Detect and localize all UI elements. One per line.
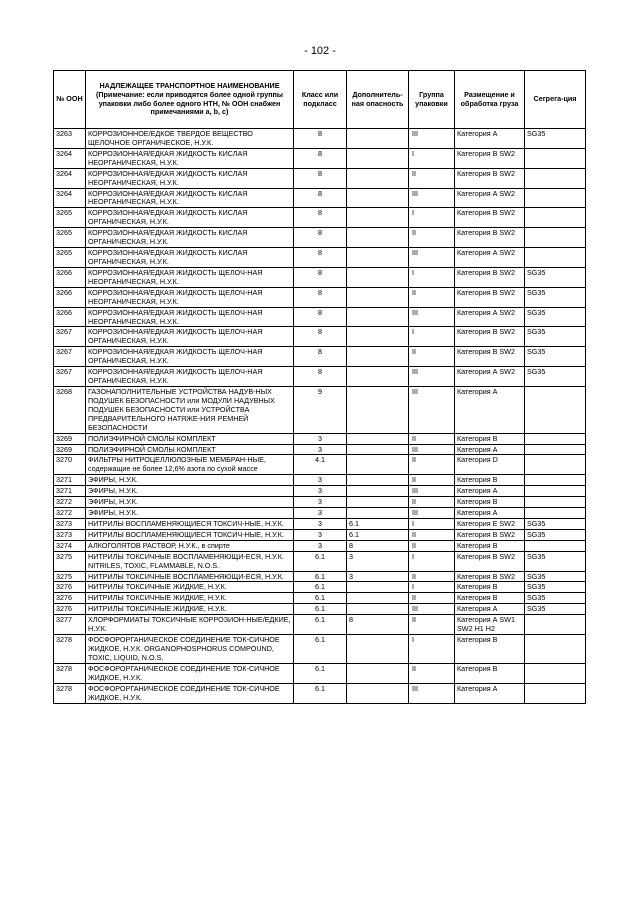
cell-packing-group: III: [409, 508, 455, 519]
cell-subsidiary-risk: 8: [347, 615, 409, 635]
table-row: [54, 129, 586, 149]
cell-subsidiary-risk: 6.1: [347, 518, 409, 529]
cell-segregation: [525, 615, 586, 635]
cell-segregation: [525, 433, 586, 444]
cell-segregation: SG35: [525, 287, 586, 307]
cell-packing-group: III: [409, 683, 455, 703]
cell-stowage: Категория В SW2: [455, 228, 525, 248]
cell-stowage: Категория А SW2: [455, 367, 525, 387]
table-row: [54, 615, 586, 635]
cell-segregation: SG35: [525, 267, 586, 287]
table-row: [54, 518, 586, 529]
cell-shipping-name: КОРРОЗИОННАЯ/ЕДКАЯ ЖИДКОСТЬ ЩЕЛОЧ-НАЯ НЕОРГАНИЧЕСКАЯ, Н.У.К.: [86, 307, 294, 327]
table-row: [54, 307, 586, 327]
cell-packing-group: II: [409, 571, 455, 582]
cell-un-number: 3265: [54, 248, 86, 268]
cell-class: 8: [294, 267, 347, 287]
cell-class: 8: [294, 347, 347, 367]
page-number: - 102 -: [304, 45, 336, 57]
cell-subsidiary-risk: [347, 367, 409, 387]
cell-subsidiary-risk: 6.1: [347, 529, 409, 540]
cell-subsidiary-risk: [347, 497, 409, 508]
table-row: [54, 347, 586, 367]
cell-shipping-name: ФОСФОРОРГАНИЧЕСКОЕ СОЕДИНЕНИЕ ТОК-СИЧНОЕ ЖИДКОЕ, Н.У.К.: [86, 663, 294, 683]
cell-segregation: [525, 540, 586, 551]
cell-stowage: Категория В SW2: [455, 287, 525, 307]
cell-shipping-name: КОРРОЗИОННАЯ/ЕДКАЯ ЖИДКОСТЬ КИСЛАЯ НЕОРГАНИЧЕСКАЯ, Н.У.К.: [86, 168, 294, 188]
cell-segregation: SG35: [525, 551, 586, 571]
cell-packing-group: III: [409, 248, 455, 268]
table-row: [54, 604, 586, 615]
cell-segregation: [525, 228, 586, 248]
cell-un-number: 3278: [54, 635, 86, 664]
cell-segregation: [525, 386, 586, 433]
cell-packing-group: I: [409, 148, 455, 168]
cell-shipping-name: НИТРИЛЫ ВОСПЛАМЕНЯЮЩИЕСЯ ТОКСИЧ-НЫЕ, Н.У.К.: [86, 529, 294, 540]
cell-subsidiary-risk: [347, 475, 409, 486]
cell-stowage: Категория В: [455, 475, 525, 486]
cell-packing-group: III: [409, 486, 455, 497]
cell-class: 3: [294, 475, 347, 486]
table-row: [54, 228, 586, 248]
cell-shipping-name: КОРРОЗИОННАЯ/ЕДКАЯ ЖИДКОСТЬ ЩЕЛОЧ-НАЯ НЕОРГАНИЧЕСКАЯ, Н.У.К.: [86, 287, 294, 307]
table-body: [54, 129, 586, 704]
cell-segregation: SG35: [525, 604, 586, 615]
cell-stowage: Категория В SW2: [455, 168, 525, 188]
cell-subsidiary-risk: [347, 582, 409, 593]
cell-un-number: 3271: [54, 475, 86, 486]
header-shipping-name-note: (Примечание: если приводятся более одной группы упаковки либо более одного НТН, № ООН снабжен примечаниями a, b, c): [95, 89, 284, 117]
cell-class: 8: [294, 129, 347, 149]
cell-stowage: Категория А SW2: [455, 188, 525, 208]
cell-packing-group: I: [409, 208, 455, 228]
cell-stowage: Категория В: [455, 433, 525, 444]
table-row: [54, 433, 586, 444]
cell-subsidiary-risk: [347, 228, 409, 248]
cell-class: 3: [294, 444, 347, 455]
cell-segregation: SG35: [525, 518, 586, 529]
cell-stowage: Категория Е SW2: [455, 518, 525, 529]
cell-segregation: SG35: [525, 129, 586, 149]
cell-shipping-name: АЛКОГОЛЯТОВ РАСТВОР, Н.У.К., в спирте: [86, 540, 294, 551]
cell-class: 3: [294, 518, 347, 529]
header-stowage: Размещение и обработка груза: [455, 71, 525, 129]
cell-segregation: [525, 148, 586, 168]
cell-segregation: SG35: [525, 593, 586, 604]
header-un-number: № ООН: [54, 71, 86, 129]
cell-shipping-name: КОРРОЗИОННАЯ/ЕДКАЯ ЖИДКОСТЬ КИСЛАЯ ОРГАНИЧЕСКАЯ, Н.У.К.: [86, 208, 294, 228]
cell-subsidiary-risk: [347, 287, 409, 307]
table-row: [54, 208, 586, 228]
cell-shipping-name: ФОСФОРОРГАНИЧЕСКОЕ СОЕДИНЕНИЕ ТОК-СИЧНОЕ ЖИДКОЕ, Н.У.К. ORGANOPHOSPHORUS COMPOUND, TOXIC, LIQUID, N.O.S.: [86, 635, 294, 664]
cell-shipping-name: ГАЗОНАПОЛНИТЕЛЬНЫЕ УСТРОЙСТВА НАДУВ-НЫХ ПОДУШЕК БЕЗОПАСНОСТИ или МОДУЛИ НАДУВНЫХ ПОДУШЕК БЕЗОПАСНОСТИ или УСТРОЙСТВА ПРЕДВАРИТЕЛЬНОГО НАТЯЖЕ-НИЯ РЕМНЕЙ БЕЗОПАСНОСТИ: [86, 386, 294, 433]
cell-stowage: Категория А: [455, 129, 525, 149]
cell-un-number: 3265: [54, 228, 86, 248]
cell-un-number: 3272: [54, 508, 86, 519]
cell-subsidiary-risk: [347, 248, 409, 268]
table-row: [54, 663, 586, 683]
cell-segregation: SG35: [525, 327, 586, 347]
cell-subsidiary-risk: [347, 635, 409, 664]
table-row: [54, 497, 586, 508]
cell-class: 8: [294, 148, 347, 168]
cell-shipping-name: ЭФИРЫ, Н.У.К.: [86, 508, 294, 519]
cell-packing-group: II: [409, 529, 455, 540]
cell-class: 6.1: [294, 683, 347, 703]
cell-un-number: 3263: [54, 129, 86, 149]
cell-segregation: [525, 455, 586, 475]
table-row: [54, 168, 586, 188]
cell-packing-group: I: [409, 635, 455, 664]
cell-un-number: 3278: [54, 683, 86, 703]
cell-shipping-name: НИТРИЛЫ ВОСПЛАМЕНЯЮЩИЕСЯ ТОКСИЧ-НЫЕ, Н.У.К.: [86, 518, 294, 529]
cell-shipping-name: КОРРОЗИОННАЯ/ЕДКАЯ ЖИДКОСТЬ КИСЛАЯ НЕОРГАНИЧЕСКАЯ, Н.У.К.: [86, 188, 294, 208]
cell-packing-group: II: [409, 433, 455, 444]
cell-un-number: 3274: [54, 540, 86, 551]
cell-un-number: 3267: [54, 327, 86, 347]
cell-shipping-name: КОРРОЗИОННАЯ/ЕДКАЯ ЖИДКОСТЬ ЩЕЛОЧ-НАЯ ОРГАНИЧЕСКАЯ, Н.У.К.: [86, 367, 294, 387]
table-row: [54, 267, 586, 287]
cell-class: 4.1: [294, 455, 347, 475]
cell-class: 9: [294, 386, 347, 433]
cell-subsidiary-risk: [347, 386, 409, 433]
cell-segregation: SG35: [525, 529, 586, 540]
cell-stowage: Категория А: [455, 508, 525, 519]
cell-class: 3: [294, 508, 347, 519]
cell-shipping-name: ЭФИРЫ, Н.У.К.: [86, 486, 294, 497]
cell-class: 6.1: [294, 663, 347, 683]
header-segregation: Сегрега-ция: [525, 71, 586, 129]
cell-subsidiary-risk: [347, 188, 409, 208]
cell-class: 6.1: [294, 571, 347, 582]
cell-un-number: 3276: [54, 582, 86, 593]
cell-subsidiary-risk: [347, 148, 409, 168]
cell-subsidiary-risk: [347, 129, 409, 149]
table-row: [54, 486, 586, 497]
cell-packing-group: II: [409, 593, 455, 604]
cell-class: 3: [294, 433, 347, 444]
cell-stowage: Категория В: [455, 635, 525, 664]
cell-subsidiary-risk: 3: [347, 571, 409, 582]
cell-stowage: Категория В: [455, 582, 525, 593]
table-row: [54, 148, 586, 168]
cell-segregation: [525, 248, 586, 268]
cell-un-number: 3276: [54, 604, 86, 615]
cell-packing-group: I: [409, 551, 455, 571]
cell-packing-group: I: [409, 518, 455, 529]
cell-un-number: 3271: [54, 486, 86, 497]
cell-stowage: Категория В SW2: [455, 571, 525, 582]
cell-un-number: 3278: [54, 663, 86, 683]
cell-packing-group: II: [409, 663, 455, 683]
cell-segregation: SG35: [525, 347, 586, 367]
cell-stowage: Категория А: [455, 604, 525, 615]
cell-class: 8: [294, 287, 347, 307]
cell-class: 6.1: [294, 582, 347, 593]
cell-class: 8: [294, 228, 347, 248]
cell-stowage: Категория В SW2: [455, 551, 525, 571]
cell-un-number: 3264: [54, 168, 86, 188]
cell-subsidiary-risk: 8: [347, 540, 409, 551]
cell-shipping-name: ПОЛИЭФИРНОЙ СМОЛЫ КОМПЛЕКТ: [86, 433, 294, 444]
cell-segregation: SG35: [525, 367, 586, 387]
table-row: [54, 571, 586, 582]
table-row: [54, 582, 586, 593]
cell-class: 8: [294, 168, 347, 188]
cell-packing-group: III: [409, 386, 455, 433]
cell-segregation: SG35: [525, 582, 586, 593]
cell-packing-group: I: [409, 582, 455, 593]
cell-class: 8: [294, 248, 347, 268]
cell-un-number: 3277: [54, 615, 86, 635]
cell-stowage: Категория В SW2: [455, 267, 525, 287]
cell-class: 8: [294, 327, 347, 347]
cell-subsidiary-risk: [347, 208, 409, 228]
cell-subsidiary-risk: [347, 663, 409, 683]
cell-stowage: Категория В SW2: [455, 208, 525, 228]
cell-un-number: 3264: [54, 148, 86, 168]
header-packing-group: Группа упаковки: [409, 71, 455, 129]
cell-un-number: 3268: [54, 386, 86, 433]
cell-stowage: Категория В: [455, 540, 525, 551]
cell-shipping-name: НИТРИЛЫ ТОКСИЧНЫЕ ЖИДКИЕ, Н.У.К.: [86, 582, 294, 593]
cell-stowage: Категория А SW2: [455, 307, 525, 327]
cell-class: 6.1: [294, 593, 347, 604]
cell-segregation: SG35: [525, 307, 586, 327]
cell-un-number: 3275: [54, 571, 86, 582]
cell-stowage: Категория D: [455, 455, 525, 475]
cell-subsidiary-risk: [347, 455, 409, 475]
table-row: [54, 367, 586, 387]
cell-packing-group: III: [409, 129, 455, 149]
dangerous-goods-table-wrap: [53, 70, 585, 704]
cell-segregation: [525, 168, 586, 188]
cell-class: 8: [294, 208, 347, 228]
cell-un-number: 3266: [54, 267, 86, 287]
cell-stowage: Категория В SW2: [455, 529, 525, 540]
cell-shipping-name: НИТРИЛЫ ТОКСИЧНЫЕ ВОСПЛАМЕНЯЮЩИ-ЕСЯ, Н.У.К.: [86, 571, 294, 582]
cell-un-number: 3266: [54, 287, 86, 307]
cell-un-number: 3269: [54, 433, 86, 444]
cell-stowage: Категория В SW2: [455, 327, 525, 347]
cell-shipping-name: ФИЛЬТРЫ НИТРОЦЕЛЛЮЛОЗНЫЕ МЕМБРАН-НЫЕ, содержащие не более 12,6% азота по сухой массе: [86, 455, 294, 475]
cell-packing-group: II: [409, 455, 455, 475]
cell-un-number: 3264: [54, 188, 86, 208]
cell-stowage: Категория В: [455, 497, 525, 508]
dangerous-goods-table: [53, 70, 586, 704]
cell-shipping-name: ЭФИРЫ, Н.У.К.: [86, 475, 294, 486]
cell-packing-group: I: [409, 267, 455, 287]
cell-stowage: Категория В SW2: [455, 347, 525, 367]
cell-segregation: [525, 635, 586, 664]
table-row: [54, 508, 586, 519]
cell-un-number: 3267: [54, 367, 86, 387]
cell-shipping-name: НИТРИЛЫ ТОКСИЧНЫЕ ЖИДКИЕ, Н.У.К.: [86, 593, 294, 604]
cell-subsidiary-risk: [347, 168, 409, 188]
cell-segregation: [525, 188, 586, 208]
cell-stowage: Категория А: [455, 386, 525, 433]
cell-stowage: Категория А SW1 SW2 H1 H2: [455, 615, 525, 635]
cell-shipping-name: КОРРОЗИОННАЯ/ЕДКАЯ ЖИДКОСТЬ КИСЛАЯ ОРГАНИЧЕСКАЯ, Н.У.К.: [86, 248, 294, 268]
cell-subsidiary-risk: [347, 604, 409, 615]
cell-subsidiary-risk: [347, 683, 409, 703]
cell-segregation: [525, 475, 586, 486]
cell-segregation: [525, 486, 586, 497]
cell-segregation: [525, 508, 586, 519]
cell-segregation: [525, 683, 586, 703]
cell-subsidiary-risk: [347, 433, 409, 444]
cell-class: 3: [294, 486, 347, 497]
cell-segregation: [525, 208, 586, 228]
cell-packing-group: II: [409, 615, 455, 635]
table-row: [54, 475, 586, 486]
cell-packing-group: III: [409, 307, 455, 327]
cell-shipping-name: ЭФИРЫ, Н.У.К.: [86, 497, 294, 508]
cell-subsidiary-risk: [347, 347, 409, 367]
table-row: [54, 327, 586, 347]
cell-shipping-name: КОРРОЗИОННОЕ/ЕДКОЕ ТВЕРДОЕ ВЕЩЕСТВО ЩЕЛОЧНОЕ ОРГАНИЧЕСКОЕ, Н.У.К.: [86, 129, 294, 149]
cell-class: 3: [294, 497, 347, 508]
cell-stowage: Категория В: [455, 593, 525, 604]
cell-class: 6.1: [294, 551, 347, 571]
cell-shipping-name: ФОСФОРОРГАНИЧЕСКОЕ СОЕДИНЕНИЕ ТОК-СИЧНОЕ ЖИДКОЕ, Н.У.К.: [86, 683, 294, 703]
table-row: [54, 551, 586, 571]
cell-packing-group: III: [409, 367, 455, 387]
cell-un-number: 3269: [54, 444, 86, 455]
cell-subsidiary-risk: [347, 307, 409, 327]
table-row: [54, 287, 586, 307]
cell-shipping-name: КОРРОЗИОННАЯ/ЕДКАЯ ЖИДКОСТЬ ЩЕЛОЧ-НАЯ НЕОРГАНИЧЕСКАЯ, Н.У.К.: [86, 267, 294, 287]
table-row: [54, 593, 586, 604]
cell-shipping-name: КОРРОЗИОННАЯ/ЕДКАЯ ЖИДКОСТЬ ЩЕЛОЧ-НАЯ ОРГАНИЧЕСКАЯ, Н.У.К.: [86, 327, 294, 347]
table-row: [54, 540, 586, 551]
cell-packing-group: II: [409, 228, 455, 248]
cell-subsidiary-risk: [347, 486, 409, 497]
cell-subsidiary-risk: [347, 327, 409, 347]
table-row: [54, 529, 586, 540]
cell-packing-group: III: [409, 604, 455, 615]
cell-un-number: 3273: [54, 529, 86, 540]
cell-subsidiary-risk: [347, 508, 409, 519]
cell-stowage: Категория В SW2: [455, 148, 525, 168]
cell-packing-group: III: [409, 444, 455, 455]
cell-un-number: 3276: [54, 593, 86, 604]
cell-packing-group: II: [409, 475, 455, 486]
cell-shipping-name: ХЛОРФОРМИАТЫ ТОКСИЧНЫЕ КОРРОЗИОН-НЫЕ/ЕДКИЕ, Н.У.К.: [86, 615, 294, 635]
cell-class: 8: [294, 367, 347, 387]
table-row: [54, 635, 586, 664]
cell-un-number: 3273: [54, 518, 86, 529]
header-shipping-name: [86, 71, 294, 129]
cell-un-number: 3265: [54, 208, 86, 228]
cell-segregation: [525, 663, 586, 683]
cell-shipping-name: ПОЛИЭФИРНОЙ СМОЛЫ КОМПЛЕКТ: [86, 444, 294, 455]
table-row: [54, 386, 586, 433]
cell-subsidiary-risk: [347, 593, 409, 604]
cell-subsidiary-risk: [347, 444, 409, 455]
cell-packing-group: II: [409, 168, 455, 188]
cell-packing-group: II: [409, 540, 455, 551]
table-row: [54, 444, 586, 455]
cell-packing-group: II: [409, 287, 455, 307]
table-row: [54, 455, 586, 475]
cell-segregation: [525, 444, 586, 455]
cell-shipping-name: КОРРОЗИОННАЯ/ЕДКАЯ ЖИДКОСТЬ КИСЛАЯ ОРГАНИЧЕСКАЯ, Н.У.К.: [86, 228, 294, 248]
header-subsidiary-risk: Дополнитель-ная опасность: [347, 71, 409, 129]
cell-class: 3: [294, 540, 347, 551]
cell-segregation: [525, 497, 586, 508]
cell-class: 6.1: [294, 604, 347, 615]
cell-packing-group: II: [409, 497, 455, 508]
cell-un-number: 3272: [54, 497, 86, 508]
cell-stowage: Категория А: [455, 486, 525, 497]
cell-un-number: 3267: [54, 347, 86, 367]
cell-un-number: 3275: [54, 551, 86, 571]
cell-shipping-name: НИТРИЛЫ ТОКСИЧНЫЕ ЖИДКИЕ, Н.У.К.: [86, 604, 294, 615]
table-row: [54, 683, 586, 703]
cell-packing-group: I: [409, 327, 455, 347]
cell-un-number: 3266: [54, 307, 86, 327]
table-header-row: [54, 71, 586, 129]
table-row: [54, 248, 586, 268]
cell-packing-group: III: [409, 188, 455, 208]
cell-subsidiary-risk: [347, 267, 409, 287]
cell-class: 6.1: [294, 635, 347, 664]
cell-stowage: Категория А SW2: [455, 248, 525, 268]
cell-stowage: Категория А: [455, 444, 525, 455]
header-shipping-name-title: НАДЛЕЖАЩЕЕ ТРАНСПОРТНОЕ НАИМЕНОВАНИЕ: [99, 80, 280, 90]
cell-stowage: Категория А: [455, 683, 525, 703]
cell-packing-group: II: [409, 347, 455, 367]
cell-class: 6.1: [294, 615, 347, 635]
cell-segregation: SG35: [525, 571, 586, 582]
cell-stowage: Категория В: [455, 663, 525, 683]
cell-shipping-name: КОРРОЗИОННАЯ/ЕДКАЯ ЖИДКОСТЬ ЩЕЛОЧ-НАЯ ОРГАНИЧЕСКАЯ, Н.У.К.: [86, 347, 294, 367]
cell-class: 8: [294, 188, 347, 208]
cell-shipping-name: НИТРИЛЫ ТОКСИЧНЫЕ ВОСПЛАМЕНЯЮЩИ-ЕСЯ, Н.У.К. NITRILES, TOXIC, FLAMMABLE, N.O.S.: [86, 551, 294, 571]
cell-un-number: 3270: [54, 455, 86, 475]
header-class: Класс или подкласс: [294, 71, 347, 129]
cell-class: 8: [294, 307, 347, 327]
cell-class: 3: [294, 529, 347, 540]
cell-subsidiary-risk: 3: [347, 551, 409, 571]
table-row: [54, 188, 586, 208]
cell-shipping-name: КОРРОЗИОННАЯ/ЕДКАЯ ЖИДКОСТЬ КИСЛАЯ НЕОРГАНИЧЕСКАЯ, Н.У.К.: [86, 148, 294, 168]
